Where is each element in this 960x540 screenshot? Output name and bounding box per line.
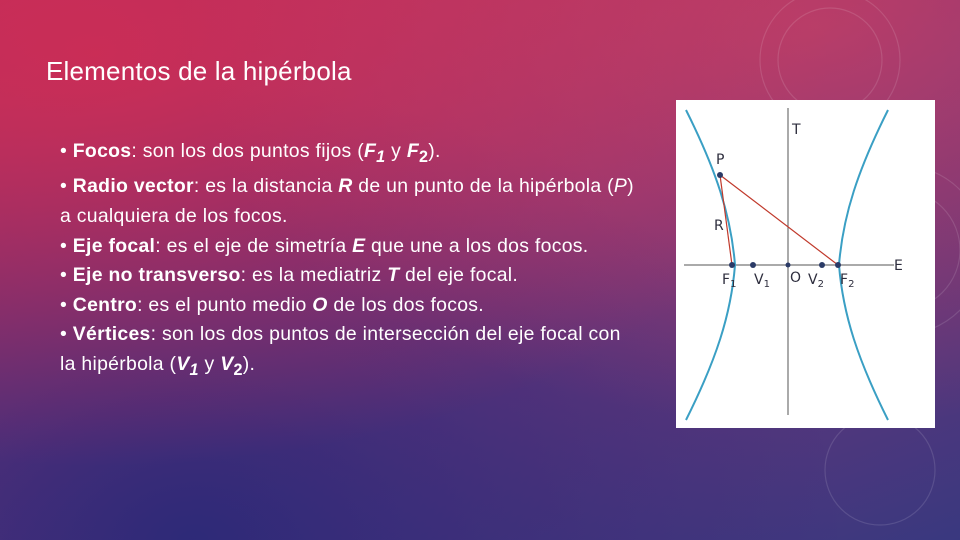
bullet-text: : es la distancia: [193, 175, 339, 198]
label-o: O: [790, 270, 802, 286]
bullet-text: : es la mediatriz: [240, 264, 388, 287]
term-eje-no-transverso: Eje no transverso: [72, 264, 241, 287]
bullet-vertices: [60, 320, 635, 385]
subscript: 2: [233, 360, 243, 379]
hyperbola-diagram: [676, 100, 935, 428]
symbol-t: T: [387, 264, 400, 287]
bullet-text: de un punto de la hipérbola (: [352, 175, 614, 198]
bullet-eje-no-transverso: [60, 261, 635, 291]
term-eje-focal: Eje focal: [72, 234, 156, 257]
symbol-v2: V: [220, 353, 234, 376]
subscript: 1: [189, 360, 199, 379]
bullet-marker: •: [60, 323, 73, 346]
bullet-list: [60, 137, 635, 386]
symbol-e: E: [352, 234, 366, 257]
hyperbola-svg: [676, 100, 935, 428]
label-f2-sub: 2: [848, 279, 855, 290]
bullet-text: y: [385, 140, 407, 162]
bullet-focos: [60, 137, 635, 172]
term-vertices: Vértices: [72, 323, 151, 346]
bullet-marker: •: [60, 140, 73, 162]
label-f2: [840, 272, 854, 290]
label-f1-letter: F: [722, 272, 731, 288]
label-t: T: [792, 122, 801, 138]
point-f1: [729, 262, 735, 268]
bullet-eje-focal: [60, 232, 635, 262]
bullet-text: ).: [428, 140, 441, 162]
subscript: 1: [376, 147, 386, 166]
bullet-text: y: [198, 353, 221, 376]
point-v1: [750, 262, 756, 268]
label-p: P: [716, 152, 725, 168]
bullet-text: de los dos focos.: [327, 293, 484, 316]
term-centro: Centro: [72, 293, 138, 316]
label-v1-letter: V: [754, 272, 764, 288]
point-f2: [835, 262, 841, 268]
term-radio-vector: Radio vector: [72, 175, 194, 198]
point-o: [786, 263, 791, 268]
bullet-radio-vector: [60, 172, 635, 231]
bullet-marker: •: [60, 293, 73, 316]
bullet-text: : es el eje de simetría: [155, 234, 353, 257]
label-v2: [808, 272, 824, 290]
bullet-text: : son los dos puntos fijos (: [131, 140, 364, 162]
bullet-text: ) a cualquiera de los focos.: [60, 175, 634, 228]
term-focos: Focos: [72, 140, 132, 162]
symbol-f2: F: [406, 140, 419, 162]
symbol-p: P: [613, 175, 628, 198]
bullet-centro: [60, 291, 635, 321]
symbol-r: R: [338, 175, 353, 198]
bullet-marker: •: [60, 175, 73, 198]
symbol-v1: V: [176, 353, 190, 376]
label-v2-sub: 2: [817, 279, 824, 290]
radius-vector-pf2: [720, 175, 838, 265]
label-v1: [754, 272, 770, 290]
bullet-marker: •: [60, 264, 73, 287]
bullet-text: del eje focal.: [399, 264, 519, 287]
point-v2: [819, 262, 825, 268]
symbol-o: O: [312, 293, 328, 316]
label-v1-sub: 1: [763, 279, 770, 290]
subscript: 2: [418, 147, 429, 166]
symbol-f1: F: [363, 140, 377, 162]
bullet-text: : son los dos puntos de intersección del eje focal con la hipérbola (: [60, 323, 621, 376]
point-p: [717, 172, 723, 178]
bullet-text: : es el punto medio: [137, 293, 313, 316]
bullet-text: que une a los dos focos.: [365, 234, 589, 257]
bullet-marker: •: [60, 234, 73, 257]
label-v2-letter: V: [808, 272, 818, 288]
slide-title: Elementos de la hipérbola: [46, 56, 352, 86]
label-r: R: [714, 218, 724, 234]
label-e: E: [894, 258, 903, 274]
bullet-text: ).: [242, 353, 256, 376]
label-f1-sub: 1: [730, 279, 737, 290]
label-f2-letter: F: [840, 272, 849, 288]
